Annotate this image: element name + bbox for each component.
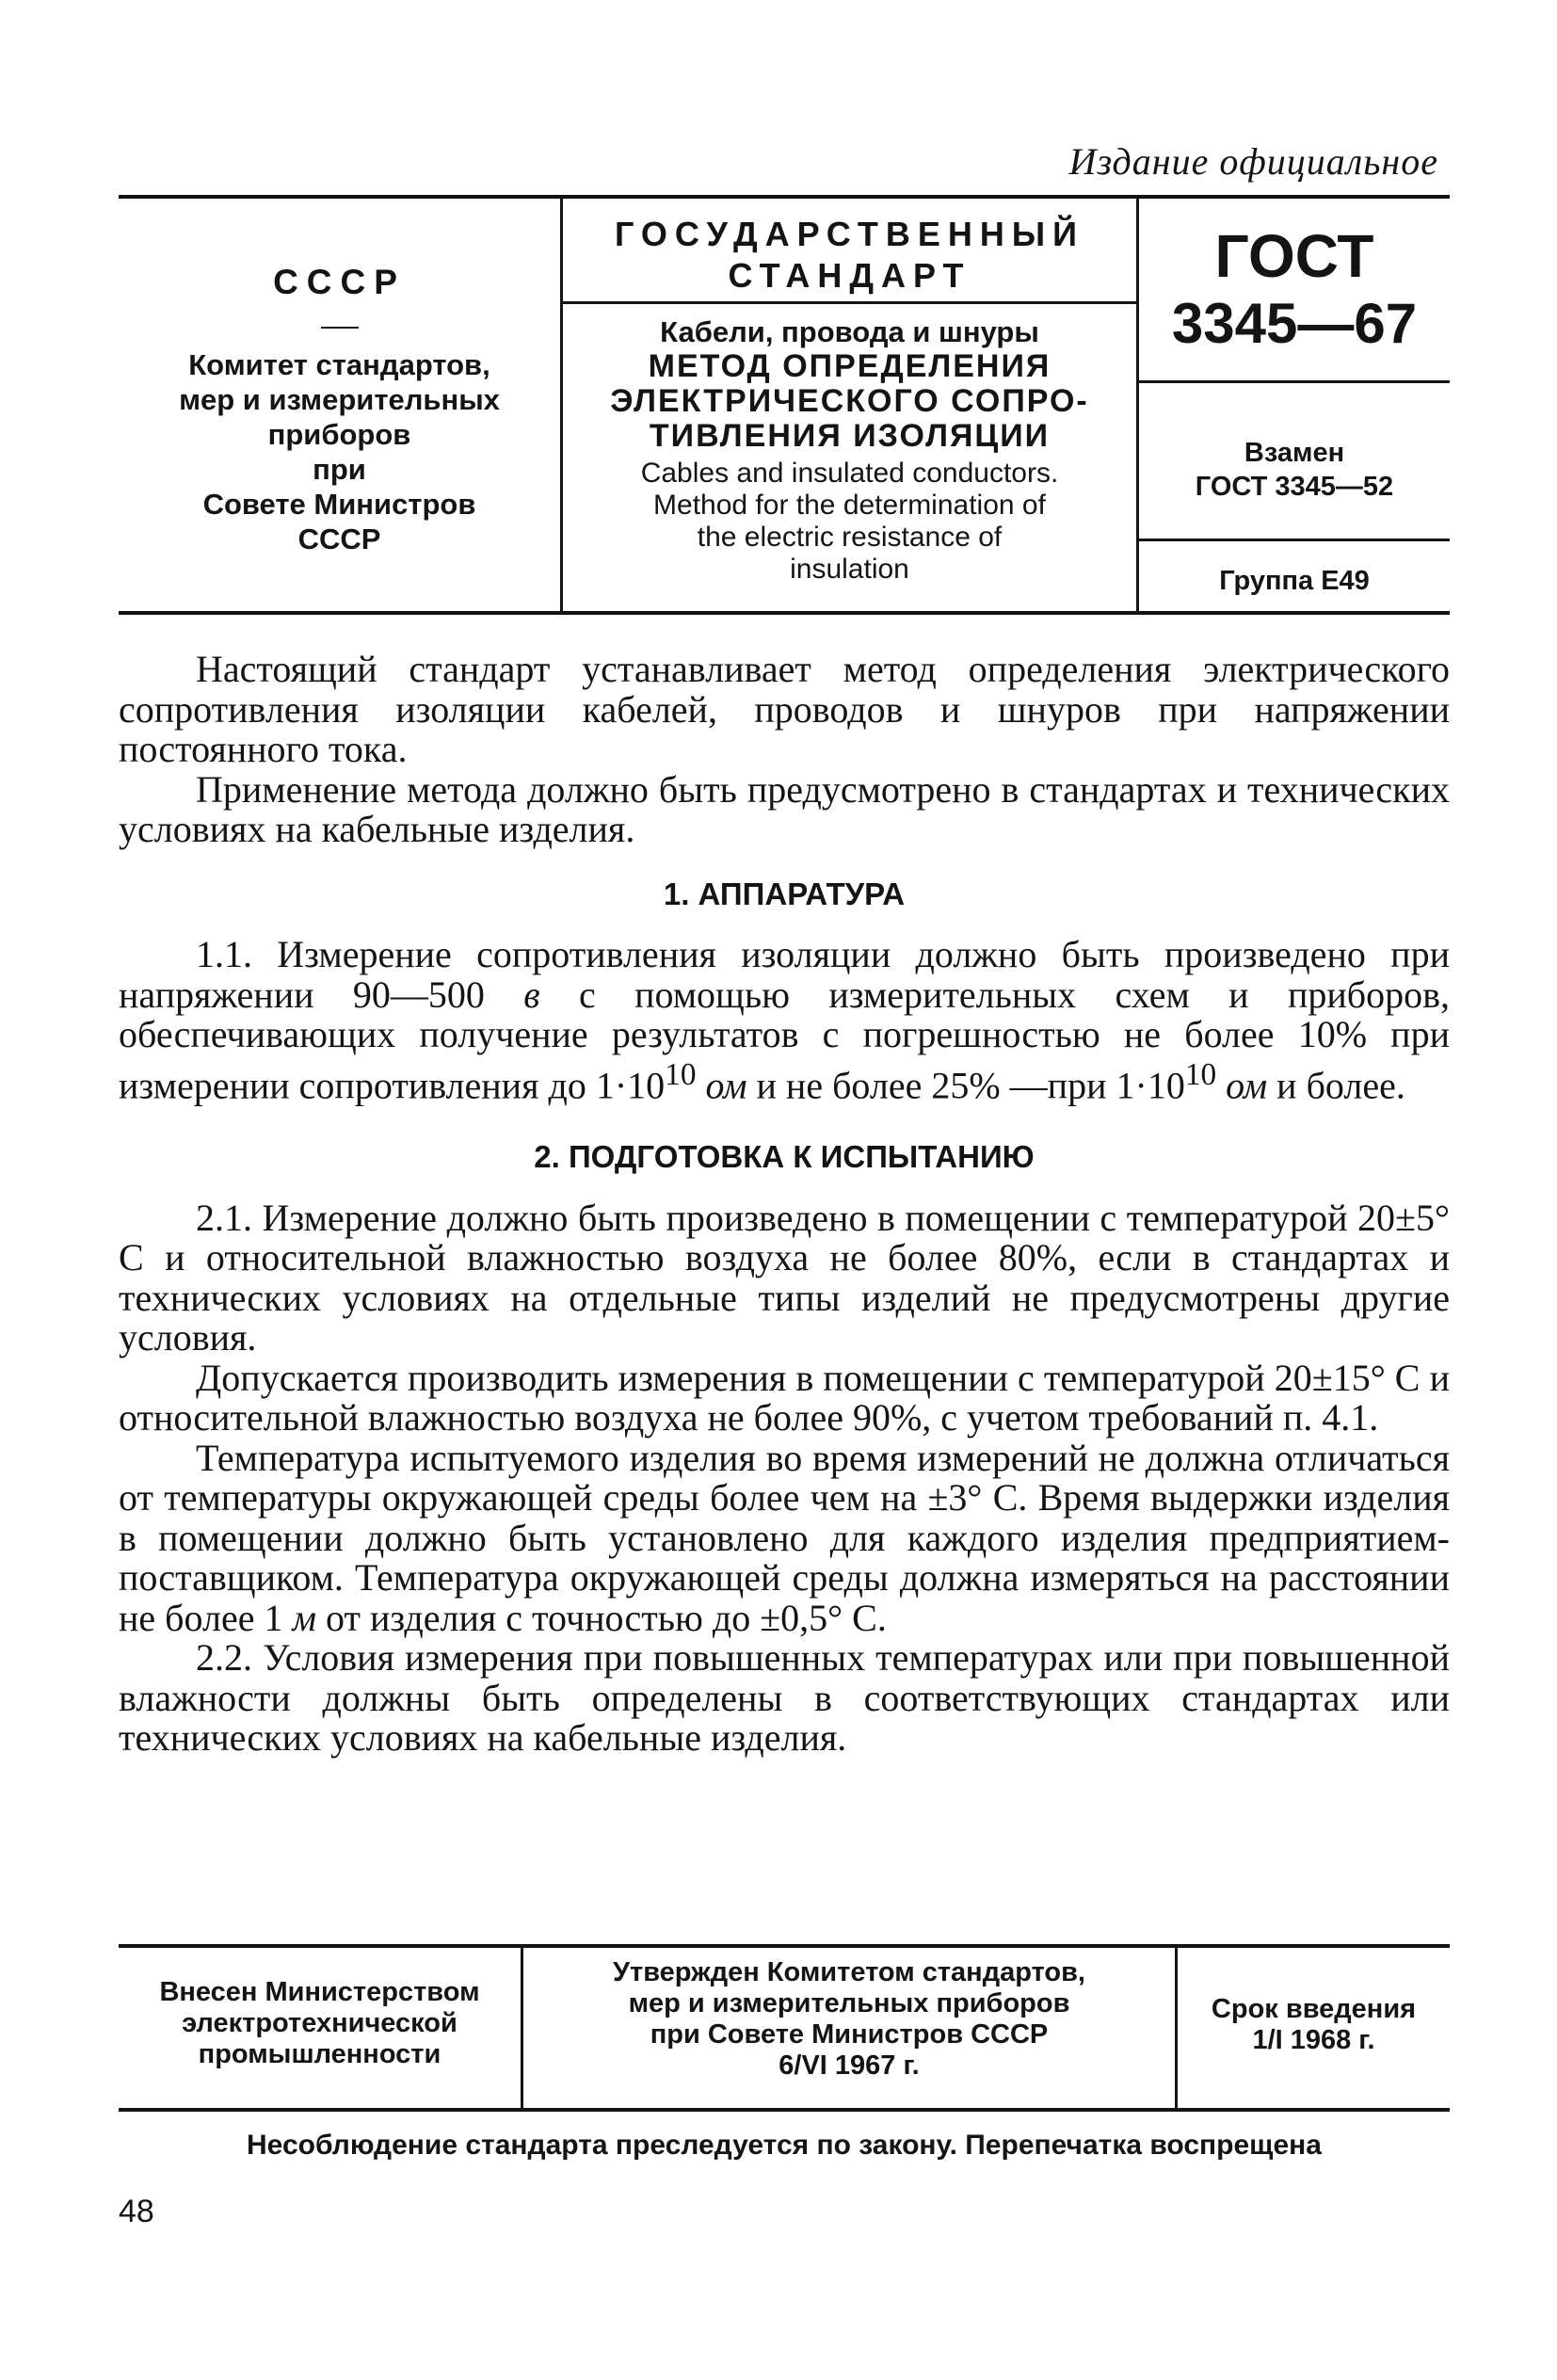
english-title xyxy=(563,458,1136,586)
introduced-line: промышленности xyxy=(198,2039,441,2069)
unit-ohm: ом xyxy=(1226,1063,1268,1106)
replaces-block xyxy=(1139,383,1450,541)
unit-meter: м xyxy=(292,1596,316,1639)
gost-number: 3345—67 xyxy=(1171,292,1418,355)
approved-line: мер и измерительных приборов xyxy=(628,1988,1070,2018)
approved-line: 6/VI 1967 г. xyxy=(778,2050,920,2081)
gost-designation xyxy=(1139,199,1450,383)
country-label: СССР xyxy=(273,263,406,301)
committee-line: мер и измерительных xyxy=(179,383,500,416)
legal-notice: Несоблюдение стандарта преследуется по закону. Перепечатка воспрещена xyxy=(247,2130,1322,2161)
intro-paragraph: Настоящий стандарт устанавливает метод определения электрического сопротивления изоляции кабелей, проводов и шнуров при напряжении постоянного тока. xyxy=(119,648,1450,770)
approved-by-cell xyxy=(523,1948,1178,2108)
exponent: 10 xyxy=(1184,1056,1217,1092)
section-heading: 2. ПОДГОТОВКА К ИСПЫТАНИЮ xyxy=(534,1139,1035,1175)
header-right-cell xyxy=(1139,199,1450,611)
state-standard-title xyxy=(563,199,1136,304)
method-line: ЭЛЕКТРИЧЕСКОГО СОПРО- xyxy=(610,383,1089,419)
group-label: Группа Е49 xyxy=(1219,566,1370,596)
committee-line: при xyxy=(313,453,366,486)
approved-line: при Совете Министров СССР xyxy=(650,2019,1049,2050)
effective-line: 1/I 1968 г. xyxy=(1252,2025,1375,2055)
method-title xyxy=(563,349,1136,454)
exponent: 10 xyxy=(665,1056,697,1092)
effective-line: Срок введения xyxy=(1211,1994,1417,2024)
paragraph: Допускается производить измерения в помещении с температурой 20±15° С и относительной влажностью воздуха не более 90%, с учетом требований п. 4.1. xyxy=(119,1356,1450,1439)
english-line: insulation xyxy=(790,554,909,585)
text-run: от изделия с точностью до ±0,5° С. xyxy=(325,1596,887,1639)
header-middle-cell xyxy=(563,199,1139,611)
subject-title: Кабели, провода и шнуры xyxy=(660,315,1039,348)
text-run: и не более 25% —при 1·10 xyxy=(756,1063,1185,1106)
english-line: the electric resistance of xyxy=(697,522,1003,553)
text-run: с помощью измерительных схем и приборов, обеспечивающих получение результатов с погрешностью не более 10% при измерении сопротивления до 1·10 xyxy=(119,973,1450,1106)
page-number: 48 xyxy=(119,2194,154,2229)
state-standard-line: ГОСУДАРСТВЕННЫЙ xyxy=(614,215,1084,253)
gost-word: ГОСТ xyxy=(1214,222,1374,290)
replaces-value: ГОСТ 3345—52 xyxy=(1195,472,1394,502)
unit-volt: в xyxy=(523,973,540,1016)
paragraph-1-1 xyxy=(119,935,1450,1105)
committee-line: Комитет стандартов, xyxy=(188,348,490,381)
header-left-cell xyxy=(119,199,563,611)
committee-line: Совете Министров xyxy=(202,488,476,521)
english-line: Cables and insulated conductors. xyxy=(640,458,1059,489)
replaces-label: Взамен xyxy=(1244,438,1345,468)
method-line: ТИВЛЕНИЯ ИЗОЛЯЦИИ xyxy=(649,418,1051,454)
edition-label: Издание официальное xyxy=(1068,140,1438,183)
footer-table xyxy=(119,1944,1450,2112)
intro-paragraph: Применение метода должно быть предусмотрено в стандартах и технических условиях на кабельные изделия. xyxy=(119,767,1450,850)
paragraph-2-1: 2.1. Измерение должно быть произведено в помещении с температурой 20±5° С и относительной влажностью воздуха не более 80%, если в стандартах и технических условиях на отдельные типы изделий не предусмотрены другие условия. xyxy=(119,1196,1450,1359)
divider-dash xyxy=(321,327,359,329)
unit-ohm: ом xyxy=(705,1063,747,1106)
introduced-line: электротехнической xyxy=(182,2008,457,2038)
body-text xyxy=(119,650,1450,1759)
effective-date-cell xyxy=(1178,1948,1450,2108)
committee-line: СССР xyxy=(297,523,381,555)
committee-name xyxy=(179,347,500,556)
committee-line: приборов xyxy=(267,418,411,451)
state-standard-line: СТАНДАРТ xyxy=(728,256,971,295)
introduced-by-cell xyxy=(119,1948,523,2108)
section-heading: 1. АППАРАТУРА xyxy=(663,876,906,911)
header-table xyxy=(119,195,1450,615)
text-run: 1.1. Измерение сопротивления изоляции должно быть произведено при напряжении 90—500 xyxy=(119,933,1450,1016)
text-run: и более. xyxy=(1276,1063,1405,1106)
introduced-line: Внесен Министерством xyxy=(159,1977,480,2007)
paragraph-2-2: 2.2. Условия измерения при повышенных температурах или при повышенной влажности должны быть определены в соответствующих стандартах или технических условиях на кабельные изделия. xyxy=(119,1636,1450,1760)
text-run: Температура испытуемого изделия во время измерений не должна отличаться от температуры окружающей среды более чем на ±3° С. Время выдержки изделия в помещении должно быть установлено для каждого изделия предприятием-поставщиком. Температура окружающей среды должна измеряться на расстоянии не более 1 xyxy=(119,1436,1450,1639)
method-line: МЕТОД ОПРЕДЕЛЕНИЯ xyxy=(648,348,1051,384)
paragraph xyxy=(119,1436,1450,1639)
english-line: Method for the determination of xyxy=(653,490,1046,521)
approved-line: Утвержден Комитетом стандартов, xyxy=(612,1957,1085,1987)
